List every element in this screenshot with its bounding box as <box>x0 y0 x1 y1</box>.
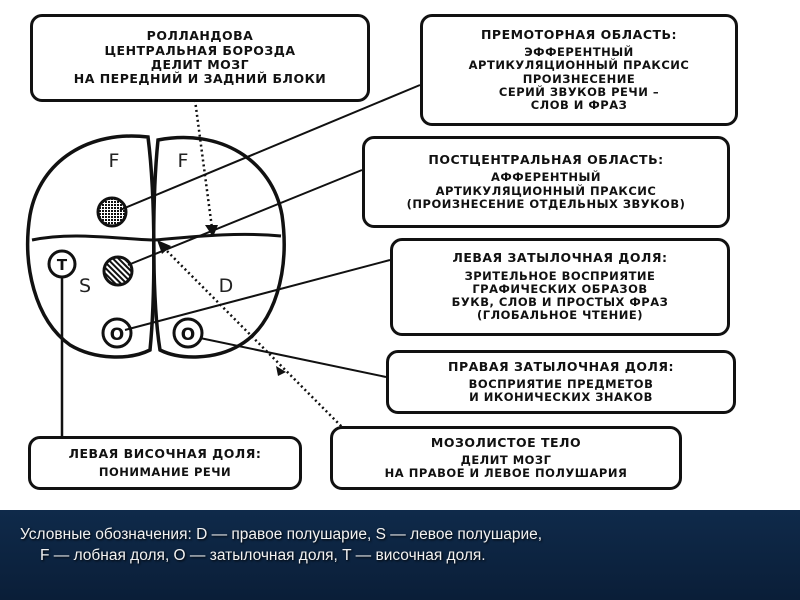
left-occipital-line-1: ЗРИТЕЛЬНОЕ ВОСПРИЯТИЕ <box>464 268 656 283</box>
postcentral-line-1: АФФЕРЕНТНЫЙ <box>491 170 601 185</box>
left-occipital-line-3: БУКВ, СЛОВ И ПРОСТЫХ ФРАЗ <box>451 295 669 310</box>
legend-line-1: Условные обозначения: D — правое полушарие, S — левое полушарие, <box>20 526 543 543</box>
corpus-callosum-line-1: ДЕЛИТ МОЗГ <box>460 452 552 467</box>
postcentral-spot <box>104 257 132 285</box>
left-temporal-line-1: ПОНИМАНИЕ РЕЧИ <box>98 464 232 479</box>
connector-left-occipital <box>125 260 390 330</box>
label-f-right: F <box>177 150 189 172</box>
rolandic-line-4: НА ПЕРЕДНИЙ И ЗАДНИЙ БЛОКИ <box>73 71 327 87</box>
premotor-line-2: АРТИКУЛЯЦИОННЫЙ ПРАКСИС <box>468 58 690 73</box>
left-occipital-line-2: ГРАФИЧЕСКИХ ОБРАЗОВ <box>472 281 648 296</box>
label-t: T <box>56 256 68 274</box>
right-occipital-line-1: ВОСПРИЯТИЕ ПРЕДМЕТОВ <box>468 376 654 391</box>
postcentral-line-3: (ПРОИЗНЕСЕНИЕ ОТДЕЛЬНЫХ ЗВУКОВ) <box>406 196 686 211</box>
corpus-callosum-title: МОЗОЛИСТОЕ ТЕЛО <box>430 434 582 450</box>
label-d: D <box>218 275 234 297</box>
premotor-line-3: ПРОИЗНЕСЕНИЕ <box>522 71 636 86</box>
box-left-occipital-lobe <box>390 238 730 336</box>
box-premotor-area <box>420 14 738 126</box>
right-occipital-line-2: И ИКОНИЧЕСКИХ ЗНАКОВ <box>469 390 653 405</box>
arrow-rolandic <box>195 100 212 228</box>
premotor-spot <box>98 198 126 226</box>
legend-panel <box>0 510 800 600</box>
left-occipital-line-4: (ГЛОБАЛЬНОЕ ЧТЕНИЕ) <box>476 308 643 323</box>
box-right-occipital-lobe <box>386 350 736 414</box>
premotor-line-5: СЛОВ И ФРАЗ <box>530 98 628 113</box>
rolandic-line-1: РОЛЛАНДОВА <box>146 28 254 44</box>
premotor-line-1: ЭФФЕРЕНТНЫЙ <box>524 45 634 60</box>
right-occipital-title: ПРАВАЯ ЗАТЫЛОЧНАЯ ДОЛЯ: <box>448 358 674 374</box>
postcentral-line-2: АРТИКУЛЯЦИОННЫЙ ПРАКСИС <box>435 183 657 198</box>
central-sulcus-left <box>32 236 152 240</box>
legend-line-2: F — лобная доля, O — затылочная доля, T — височная доля. <box>40 547 486 564</box>
premotor-line-4: СЕРИЙ ЗВУКОВ РЕЧИ – <box>498 84 660 99</box>
label-o-left: O <box>109 325 125 345</box>
left-temporal-title: ЛЕВАЯ ВИСОЧНАЯ ДОЛЯ: <box>68 446 262 462</box>
premotor-title: ПРЕМОТОРНАЯ ОБЛАСТЬ: <box>480 26 678 42</box>
legend-text <box>20 524 790 566</box>
left-hemisphere <box>28 136 154 357</box>
label-f-left: F <box>108 150 120 172</box>
left-occipital-title: ЛЕВАЯ ЗАТЫЛОЧНАЯ ДОЛЯ: <box>452 250 668 266</box>
label-s: S <box>78 275 92 297</box>
rolandic-line-3: ДЕЛИТ МОЗГ <box>150 57 250 72</box>
box-corpus-callosum <box>330 426 682 490</box>
box-postcentral-area <box>362 136 730 228</box>
rolandic-line-2: ЦЕНТРАЛЬНАЯ БОРОЗДА <box>104 42 296 58</box>
box-rolandic-sulcus <box>30 14 370 102</box>
box-left-temporal-lobe <box>28 436 302 490</box>
corpus-callosum-line-2: НА ПРАВОЕ И ЛЕВОЕ ПОЛУШАРИЯ <box>384 466 628 481</box>
postcentral-title: ПОСТЦЕНТРАЛЬНАЯ ОБЛАСТЬ: <box>428 151 664 167</box>
label-o-right: O <box>180 325 196 345</box>
connector-right-occipital <box>200 338 386 377</box>
central-sulcus-right <box>155 234 281 240</box>
